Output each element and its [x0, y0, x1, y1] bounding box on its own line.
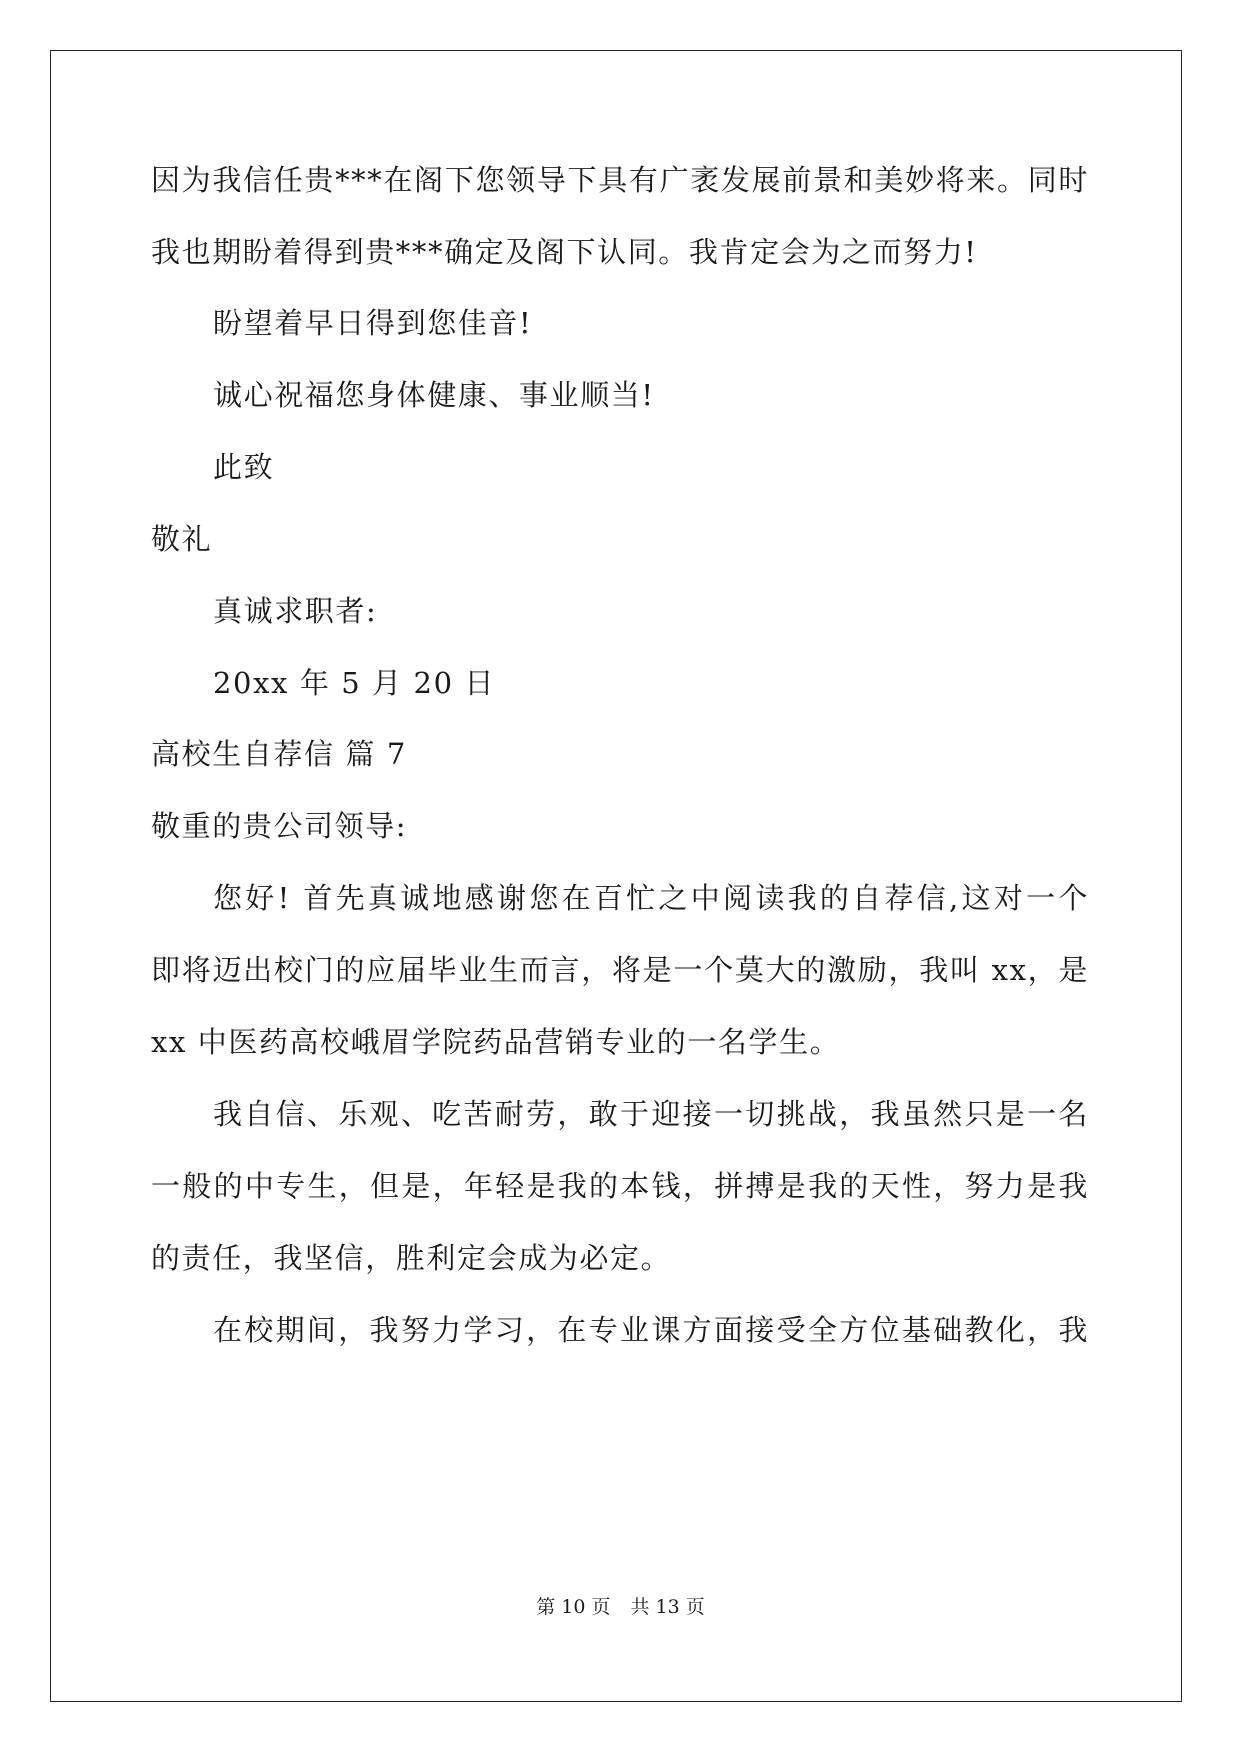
- paragraph-line: 在校期间，我努力学习，在专业课方面接受全方位基础教化，我: [213, 1313, 1089, 1347]
- salutation-line: 敬礼: [151, 522, 213, 556]
- paragraph-line: 一般的中专生，但是，年轻是我的本钱，拼搏是我的天性，努力是我: [151, 1169, 1089, 1203]
- page-border: [50, 50, 1182, 1702]
- closing-line: 此致: [213, 450, 275, 484]
- paragraph-line: 我也期盼着得到贵***确定及阁下认同。我肯定会为之而努力!: [151, 235, 978, 269]
- page-footer: [0, 1595, 1241, 1619]
- date-line: 20xx 年 5 月 20 日: [213, 666, 496, 700]
- paragraph-line: 您好! 首先真诚地感谢您在百忙之中阅读我的自荐信,这对一个: [213, 881, 1089, 915]
- paragraph-line: 因为我信任贵***在阁下您领导下具有广袤发展前景和美妙将来。同时: [151, 163, 1089, 197]
- section-heading: 高校生自荐信 篇 7: [151, 737, 407, 771]
- paragraph-line: xx 中医药高校峨眉学院药品营销专业的一名学生。: [151, 1025, 841, 1059]
- paragraph-line: 我自信、乐观、吃苦耐劳，敢于迎接一切挑战，我虽然只是一名: [213, 1097, 1089, 1131]
- page-total: 共 13 页: [630, 1596, 705, 1618]
- page-number: 第 10 页: [536, 1596, 611, 1618]
- paragraph-line: 诚心祝福您身体健康、事业顺当!: [213, 378, 655, 412]
- paragraph-line: 盼望着早日得到您佳音!: [213, 306, 533, 340]
- signature-line: 真诚求职者:: [213, 594, 378, 628]
- greeting-line: 敬重的贵公司领导:: [151, 809, 408, 843]
- paragraph-line: 的责任，我坚信，胜利定会成为必定。: [151, 1241, 672, 1275]
- paragraph-line: 即将迈出校门的应届毕业生而言，将是一个莫大的激励，我叫 xx，是: [151, 953, 1089, 987]
